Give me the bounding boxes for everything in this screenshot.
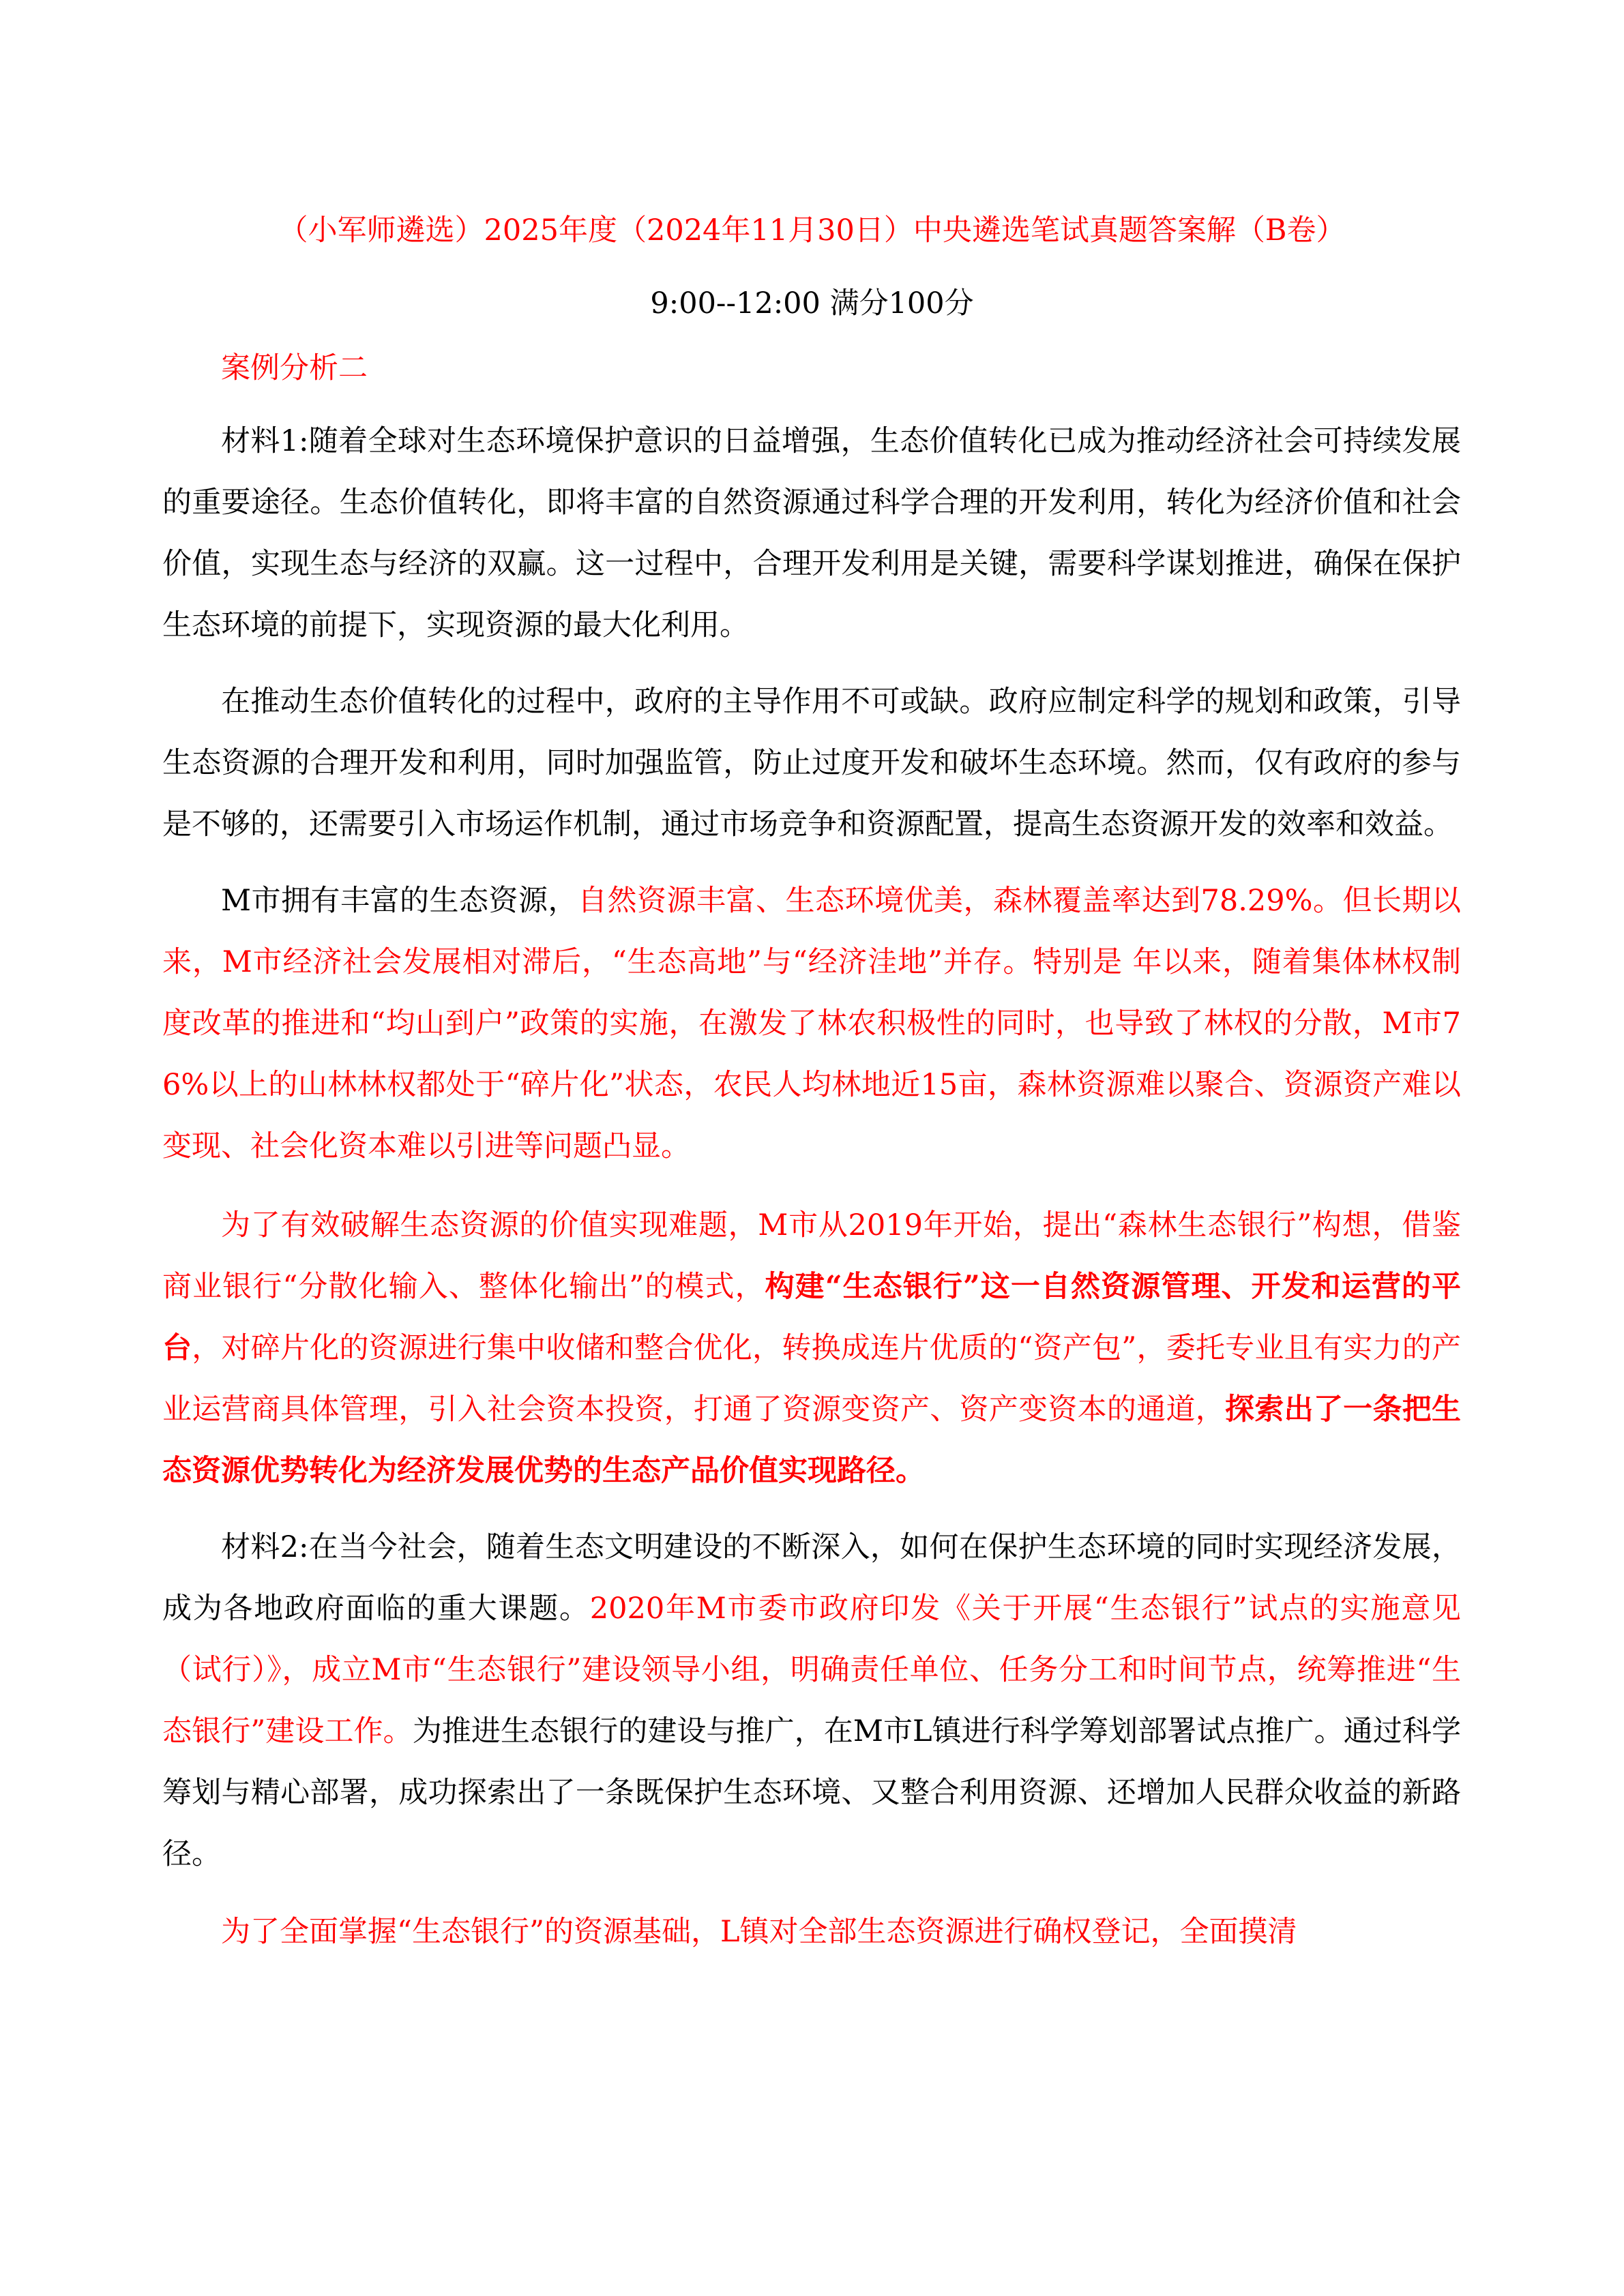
section-heading: 案例分析二 xyxy=(221,351,368,385)
exam-time-score: 9:00--12:00 满分100分 xyxy=(650,286,974,320)
paragraph-text: 为推进生态银行的建设与推广，在M市L镇进行科学筹划部署试点推广。通过科学筹划与精心部署，成功探索出了一条既保护生态环境、又整合利用资源、还增加人民群众收益的新路径。 xyxy=(162,1714,1461,1871)
highlighted-bold-text: 构建“生态银行”这一自然资源管理、开发和运营的平台 xyxy=(162,1270,1462,1365)
paragraph-government-role: 在推动生态价值转化的过程中，政府的主导作用不可或缺。政府应制定科学的规划和政策，引导生态资源的合理开发和利用，同时加强监管，防止过度开发和破坏生态环境。然而，仅有政府的参与是不够的，还需要引入市场运作机制，通过市场竞争和资源配置，提高生态资源开发的效率和效益。 xyxy=(162,685,1461,841)
paragraph-text: M市拥有丰富的生态资源， xyxy=(221,884,578,918)
highlighted-text: 自然资源丰富、生态环境优美，森林覆盖率达到78.29%。但长期以来，M市经济社会发展相对滞后，“生态高地”与“经济洼地”并存。特别是 年以来，随着集体林权制度改革的推进和“均山到户”政策的实施，在激发了林农积极性的同时，也导致了林权的分散，M市76%以上的山林林权都处于“碎片化”状态，农民人均林地近15亩，森林资源难以聚合、资源资产难以变现、社会化资本难以引进等问题凸显。 xyxy=(162,884,1461,1163)
paragraph-material-1: 材料1:随着全球对生态环境保护意识的日益增强，生态价值转化已成为推动经济社会可持续发展的重要途径。生态价值转化，即将丰富的自然资源通过科学合理的开发利用，转化为经济价值和社会价值，实现生态与经济的双赢。这一过程中，合理开发利用是关键，需要科学谋划推进，确保在保护生态环境的前提下，实现资源的最大化利用。 xyxy=(162,424,1461,642)
document-title: （小军师遴选）2025年度（2024年11月30日）中央遴选笔试真题答案解（B卷） xyxy=(278,213,1346,248)
paragraph-text: 材料2:在当今社会，随着生态文明建设的不断深入，如何在保护生态环境的同时实现经济发展，成为各地政府面临的重大课题。 xyxy=(162,1530,1461,1626)
highlighted-text: 2020年M市委市政府印发《关于开展“生态银行”试点的实施意见（试行）》，成立M市“生态银行”建设领导小组，明确责任单位、任务分工和时间节点，统筹推进“生态银行”建设工作。 xyxy=(162,1592,1461,1748)
paragraph-m-city-resources xyxy=(162,870,1461,1177)
paragraph-ecological-bank xyxy=(162,1195,1461,1502)
document-body xyxy=(162,411,1461,1963)
highlighted-text: 为了有效破解生态资源的价值实现难题，M市从2019年开始，提出“森林生态银行”构想，借鉴商业银行“分散化输入、整体化输出”的模式， xyxy=(162,1208,1461,1304)
highlighted-text: ，对碎片化的资源进行集中收储和整合优化，转换成连片优质的“资产包”，委托专业且有实力的产业运营商具体管理，引入社会资本投资，打通了资源变资产、资产变资本的通道， xyxy=(162,1331,1462,1427)
paragraph-l-town: 为了全面掌握“生态银行”的资源基础，L镇对全部生态资源进行确权登记，全面摸清 xyxy=(221,1915,1297,1949)
highlighted-bold-text: 探索出了一条把生态资源优势转化为经济发展优势的生态产品价值实现路径。 xyxy=(162,1392,1462,1488)
paragraph-material-2 xyxy=(162,1517,1461,1885)
